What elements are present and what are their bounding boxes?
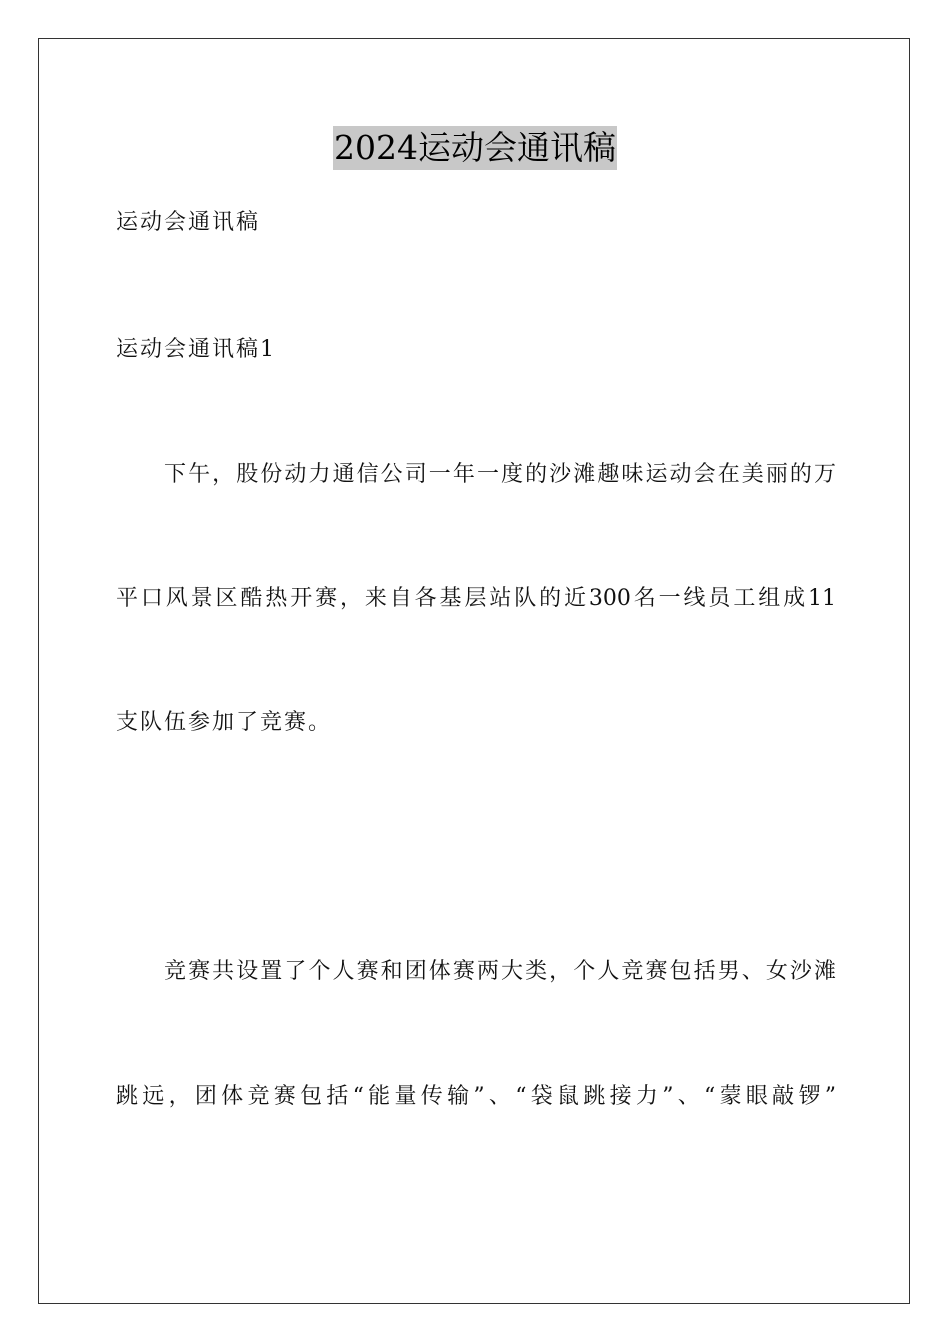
title-container <box>0 126 950 170</box>
section-heading: 运动会通讯稿1 <box>116 337 276 362</box>
paragraph-line: 平口风景区酷热开赛，来自各基层站队的近300名一线员工组成11 <box>116 586 836 611</box>
document-subtitle: 运动会通讯稿 <box>116 210 261 235</box>
document-title: 2024运动会通讯稿 <box>333 126 617 170</box>
paragraph-line: 跳远，团体竞赛包括“能量传输”、“袋鼠跳接力”、“蒙眼敲锣” <box>116 1084 836 1109</box>
paragraph-line: 竞赛共设置了个人赛和团体赛两大类，个人竞赛包括男、女沙滩 <box>164 959 836 984</box>
paragraph-line: 支队伍参加了竞赛。 <box>116 710 333 735</box>
paragraph-line: 下午，股份动力通信公司一年一度的沙滩趣味运动会在美丽的万 <box>164 462 836 487</box>
